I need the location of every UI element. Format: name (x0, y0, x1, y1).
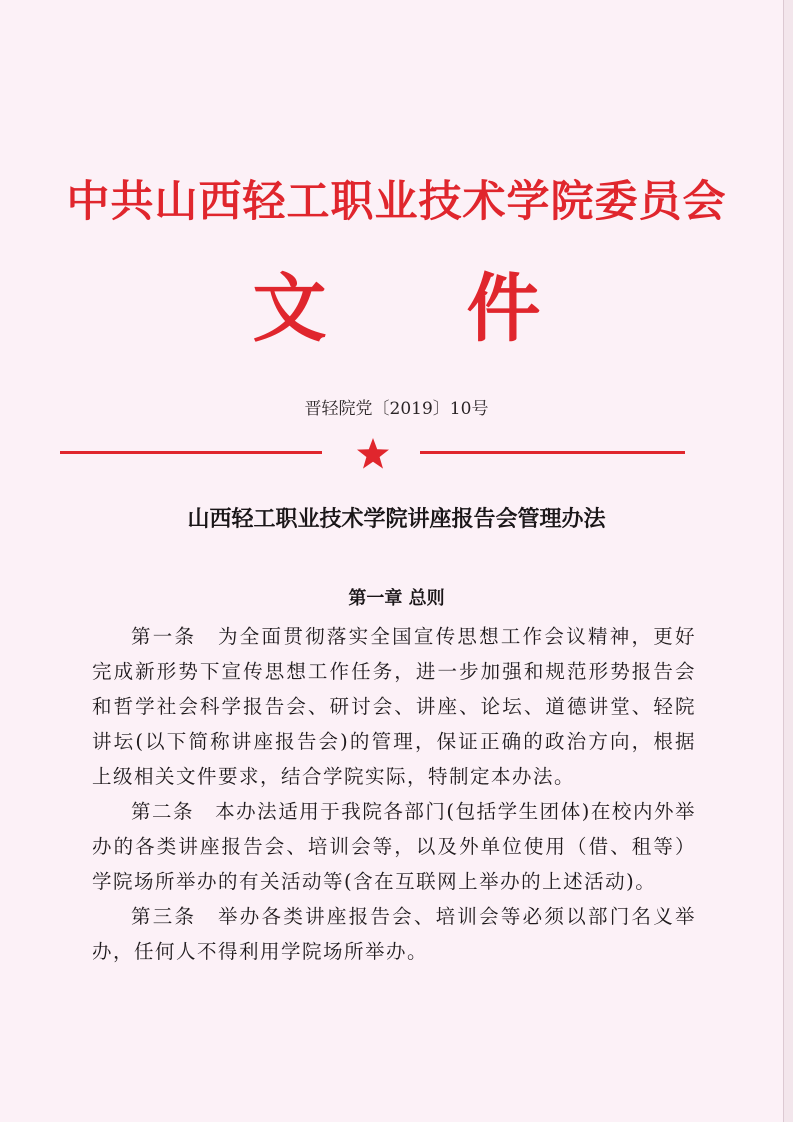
red-divider-right (420, 451, 685, 454)
document-number: 晋轻院党〔2019〕10号 (304, 399, 489, 419)
document-type-heading (0, 264, 793, 354)
article-paragraph: 第一条 为全面贯彻落实全国宣传思想工作会议精神，更好完成新形势下宣传思想工作任务，进一步加强和规范形势报告会和哲学社会科学报告会、研讨会、讲座、论坛、道德讲堂、轻院讲坛(以下简称讲座报告会)的管理，保证正确的政治方向，根据上级相关文件要求，结合学院实际，特制定本办法。 (92, 625, 696, 788)
document-title: 山西轻工职业技术学院讲座报告会管理办法 (187, 507, 606, 532)
star-icon (355, 436, 391, 472)
doc-type-char-right: 件 (466, 266, 541, 352)
issuer-heading: 中共山西轻工职业技术学院委员会 (66, 177, 727, 227)
body-text (92, 619, 696, 969)
red-divider-left (60, 451, 322, 454)
chapter-heading: 第一章 总则 (348, 588, 445, 609)
doc-type-char-left: 文 (252, 266, 327, 352)
article-paragraph: 第二条 本办法适用于我院各部门(包括学生团体)在校内外举办的各类讲座报告会、培训会等，以及外单位使用（借、租等）学院场所举办的有关活动等(含在互联网上举办的上述活动)。 (92, 800, 696, 893)
page-edge (783, 0, 793, 1122)
article-paragraph: 第三条 举办各类讲座报告会、培训会等必须以部门名义举办，任何人不得利用学院场所举办。 (92, 905, 696, 963)
